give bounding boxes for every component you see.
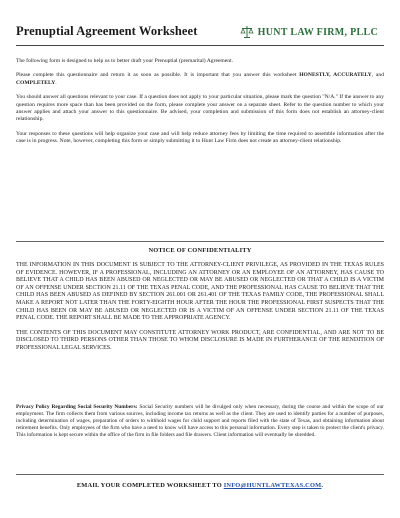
intro-p2-emphasis2: COMPLETELY xyxy=(16,79,56,86)
intro-paragraph-1: The following form is designed to help us to better draft your Prenuptial (premarital) Agreement. xyxy=(16,58,234,64)
intro-p2-emphasis: HONESTLY, ACCURATELY xyxy=(299,72,372,79)
header-divider xyxy=(16,45,384,46)
firm-logo xyxy=(240,22,378,42)
email-suffix: . xyxy=(321,482,324,489)
document-header xyxy=(16,22,384,46)
confidentiality-section xyxy=(16,262,384,360)
intro-paragraph-3: You should answer all questions relevant to your case. If a question does not apply to your particular situation, please mark the question "N/A." If the answer to any question requires more space than has been provided on the form, please complete your answer on a separate sheet. Refer to the question number to which your answer applies and attach your answer to this questionnaire. Be advised, your completion and submission of this form does not establish an attorney-client relationship. xyxy=(16,94,384,123)
privacy-text: Social Security numbers will be divulged only when necessary, during the course and within the scope of our employment. The firm collects them from various sources, including income tax returns as well as the client. They are used to identify parties for a number of purposes, including determination of wages, preparation of orders to withhold wages for child support and reports filed with the state of Texas, and obtaining information about retirement benefits. Only employees of the firm who have a need to know will have access to this personal information. Every step is taken to protect the client's privacy. This information is kept secure within the office of the firm in file folders and file drawers. Client information will eventually be shredded. xyxy=(16,404,384,438)
intro-paragraph-4: Your responses to these questions will help organize your case and will help reduce attorney fees by limiting the time required to assemble information after the case is in progress. Note, however, completing this form or simply submitting it to Hunt Law Firm does not create an attorney-client relationship. xyxy=(16,130,384,145)
page-title: Prenuptial Agreement Worksheet xyxy=(16,24,198,38)
footer-divider xyxy=(16,474,384,475)
privacy-heading: Privacy Policy Regarding Social Security Numbers: xyxy=(16,404,138,410)
confidentiality-title: NOTICE OF CONFIDENTIALITY xyxy=(148,247,252,254)
confidentiality-paragraph-2: THE CONTENTS OF THIS DOCUMENT MAY CONSTITUTE ATTORNEY WORK PRODUCT, ARE CONFIDENTIAL, AND ARE NOT TO BE DISCLOSED TO THIRD PERSONS OTHER THAN THOSE TO WHOM DISCLOSURE IS MADE IN FURTHERANCE OF THE RENDITION OF PROFESSIONAL LEGAL SERVICES. xyxy=(16,329,384,351)
email-link[interactable]: INFO@HUNTLAWTEXAS.COM xyxy=(223,482,322,489)
intro-p2-start: Please complete this questionnaire and return it as soon as possible. It is important that you answer this worksheet xyxy=(16,72,297,79)
email-instruction xyxy=(16,482,384,489)
scales-of-justice-icon xyxy=(240,25,254,39)
firm-logo-text: HUNT LAW FIRM, PLLC xyxy=(257,26,378,38)
confidentiality-paragraph-1: THE INFORMATION IN THIS DOCUMENT IS SUBJECT TO THE ATTORNEY-CLIENT PRIVILEGE, AS PROVIDED IN THE TEXAS RULES OF EVIDENCE. HOWEVER, IF A PROFESSIONAL, INCLUDING AN ATTORNEY OR AN EMPLOYEE OF AN ATTORNEY, HAS CAUSE TO BELIEVE THAT A CHILD HAS BEEN ABUSED OR NEGLECTED OR MAY BE ABUSED OR NEGLECTED OR THAT A CHILD IS A VICTIM OF AN OFFENSE UNDER SECTION 21.11 OF THE TEXAS PENAL CODE, AND THE PROFESSIONAL HAS CAUSE TO BELIEVE THAT THE CHILD HAS BEEN ABUSED AS DEFINED BY SECTION 261.001 OR 261.401 OF THE TEXAS FAMILY CODE, THE PROFESSIONAL SHALL MAKE A REPORT NOT LATER THAN THE FORTY-EIGHTH HOUR AFTER THE HOUR THE PROFESSIONAL FIRST SUSPECTS THAT THE CHILD HAS BEEN OR MAY BE ABUSED OR NEGLECTED OR IS A VICTIM OF AN OFFENSE UNDER SECTION 21.11 OF THE TEXAS PENAL CODE. THE REPORT SHALL BE MADE TO THE APPROPRIATE AGENCY. xyxy=(16,262,384,322)
intro-section xyxy=(16,58,384,153)
intro-p2-and: , and xyxy=(371,72,384,79)
intro-p2-end: . xyxy=(55,79,57,86)
confidentiality-divider xyxy=(16,241,384,242)
intro-paragraph-2 xyxy=(16,72,384,87)
privacy-policy-section xyxy=(16,404,384,439)
email-prefix: EMAIL YOUR COMPLETED WORKSHEET TO xyxy=(76,482,224,489)
